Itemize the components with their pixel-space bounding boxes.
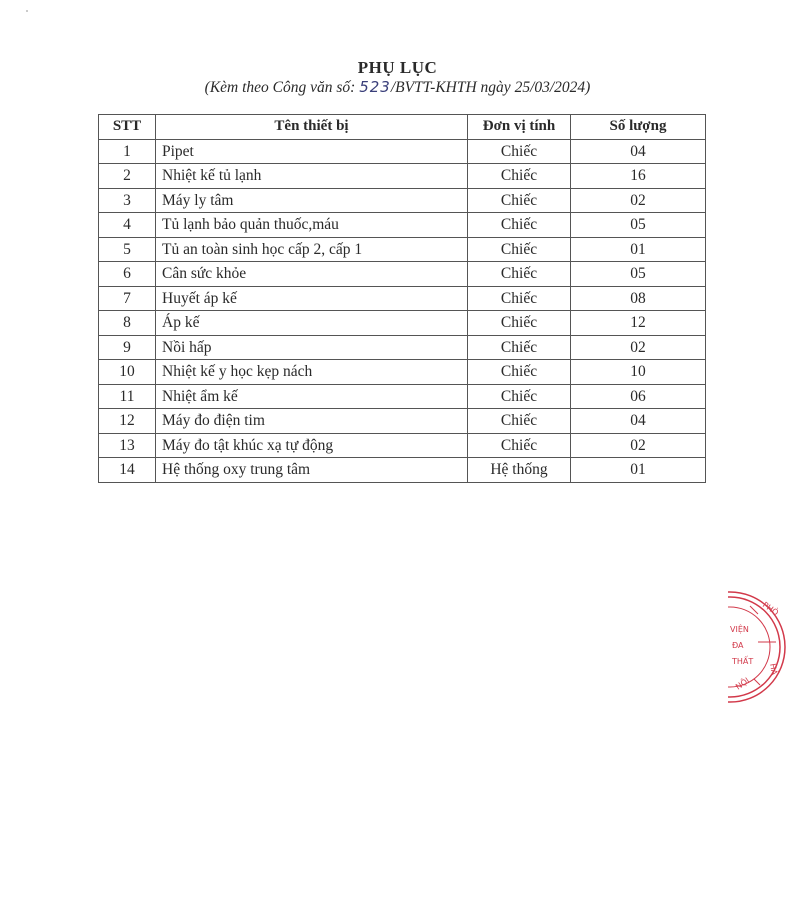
table-row — [99, 458, 706, 483]
svg-text:NỘI: NỘI — [733, 675, 752, 692]
table-row — [99, 360, 706, 385]
table-row — [99, 409, 706, 434]
cell-quantity: 02 — [571, 188, 706, 213]
cell-quantity: 12 — [571, 311, 706, 336]
table-row — [99, 262, 706, 287]
table-row — [99, 286, 706, 311]
cell-stt: 9 — [99, 335, 156, 360]
cell-equipment-name: Tủ lạnh bảo quản thuốc,máu — [156, 213, 468, 238]
svg-text:ĐA: ĐA — [732, 641, 744, 650]
cell-unit: Chiếc — [468, 433, 571, 458]
cell-stt: 11 — [99, 384, 156, 409]
svg-text:THẤT: THẤT — [732, 657, 754, 666]
table-row — [99, 311, 706, 336]
cell-stt: 4 — [99, 213, 156, 238]
table-row — [99, 433, 706, 458]
cell-stt: 7 — [99, 286, 156, 311]
table-row — [99, 335, 706, 360]
col-header-name: Tên thiết bị — [156, 115, 468, 140]
cell-equipment-name: Pipet — [156, 139, 468, 164]
handwritten-document-number: 523 — [359, 78, 391, 96]
cell-stt: 6 — [99, 262, 156, 287]
table-header-row — [99, 115, 706, 140]
cell-quantity: 06 — [571, 384, 706, 409]
cell-stt: 13 — [99, 433, 156, 458]
cell-unit: Chiếc — [468, 286, 571, 311]
subtitle-suffix: /BVTT-KHTH ngày 25/03/2024) — [390, 79, 591, 96]
cell-unit: Chiếc — [468, 360, 571, 385]
cell-stt: 14 — [99, 458, 156, 483]
cell-quantity: 02 — [571, 335, 706, 360]
svg-text:VIỆN: VIỆN — [730, 625, 749, 634]
cell-equipment-name: Máy đo tật khúc xạ tự động — [156, 433, 468, 458]
cell-unit: Chiếc — [468, 139, 571, 164]
table-row — [99, 213, 706, 238]
cell-unit: Chiếc — [468, 262, 571, 287]
cell-unit: Chiếc — [468, 311, 571, 336]
cell-quantity: 04 — [571, 139, 706, 164]
table-row — [99, 384, 706, 409]
page-title: PHỤ LỤC — [357, 58, 438, 77]
cell-stt: 1 — [99, 139, 156, 164]
cell-equipment-name: Cân sức khỏe — [156, 262, 468, 287]
cell-unit: Chiếc — [468, 237, 571, 262]
scan-speck — [26, 10, 28, 12]
equipment-table — [98, 114, 706, 483]
stamp-seal-icon — [728, 582, 788, 712]
col-header-stt: STT — [99, 115, 156, 140]
cell-unit: Chiếc — [468, 409, 571, 434]
cell-equipment-name: Hệ thống oxy trung tâm — [156, 458, 468, 483]
cell-unit: Chiếc — [468, 335, 571, 360]
cell-quantity: 01 — [571, 237, 706, 262]
col-header-unit: Đơn vị tính — [468, 115, 571, 140]
cell-quantity: 01 — [571, 458, 706, 483]
svg-text:PHÒ: PHÒ — [760, 600, 781, 618]
cell-unit: Hệ thống — [468, 458, 571, 483]
cell-unit: Chiếc — [468, 188, 571, 213]
table-row — [99, 188, 706, 213]
cell-stt: 12 — [99, 409, 156, 434]
table-body — [99, 139, 706, 482]
cell-quantity: 10 — [571, 360, 706, 385]
cell-unit: Chiếc — [468, 213, 571, 238]
cell-stt: 5 — [99, 237, 156, 262]
cell-equipment-name: Áp kế — [156, 311, 468, 336]
cell-quantity: 02 — [571, 433, 706, 458]
cell-quantity: 08 — [571, 286, 706, 311]
cell-stt: 2 — [99, 164, 156, 189]
col-header-quantity: Số lượng — [571, 115, 706, 140]
cell-unit: Chiếc — [468, 384, 571, 409]
cell-stt: 10 — [99, 360, 156, 385]
red-stamp — [728, 582, 788, 712]
cell-equipment-name: Nhiệt ẩm kế — [156, 384, 468, 409]
cell-quantity: 04 — [571, 409, 706, 434]
cell-equipment-name: Máy đo điện tim — [156, 409, 468, 434]
cell-equipment-name: Nhiệt kế y học kẹp nách — [156, 360, 468, 385]
cell-equipment-name: Nhiệt kế tủ lạnh — [156, 164, 468, 189]
cell-equipment-name: Máy ly tâm — [156, 188, 468, 213]
cell-stt: 3 — [99, 188, 156, 213]
cell-stt: 8 — [99, 311, 156, 336]
cell-equipment-name: Tủ an toàn sinh học cấp 2, cấp 1 — [156, 237, 468, 262]
table-row — [99, 164, 706, 189]
cell-equipment-name: Nồi hấp — [156, 335, 468, 360]
cell-equipment-name: Huyết áp kế — [156, 286, 468, 311]
cell-quantity: 16 — [571, 164, 706, 189]
subtitle-prefix: (Kèm theo Công văn số: — [204, 79, 360, 96]
svg-text:HÀ: HÀ — [768, 662, 779, 676]
cell-unit: Chiếc — [468, 164, 571, 189]
cell-quantity: 05 — [571, 262, 706, 287]
table-row — [99, 139, 706, 164]
page-subtitle — [0, 78, 795, 97]
cell-quantity: 05 — [571, 213, 706, 238]
table-row — [99, 237, 706, 262]
